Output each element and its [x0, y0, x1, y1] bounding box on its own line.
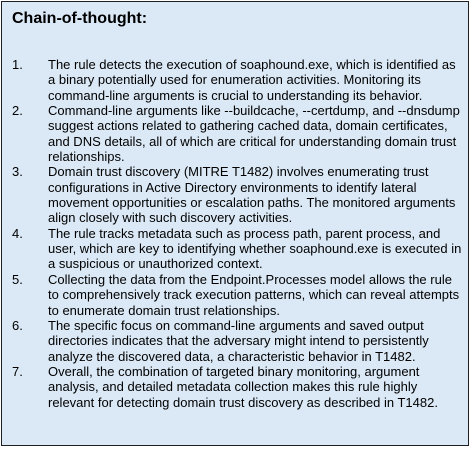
item-number: 4.	[12, 225, 23, 241]
item-number: 3.	[12, 164, 23, 180]
panel-title: Chain-of-thought:	[12, 10, 148, 27]
item-number: 6.	[12, 317, 23, 333]
item-text: The rule detects the execution of soaphound.exe, which is identified as a binary potentially used for enumeration activities. Monitoring its command-line arguments is crucial to understanding its behavior.	[48, 57, 456, 103]
item-number: 1.	[12, 57, 23, 72]
list-item	[12, 57, 462, 103]
item-text: Domain trust discovery (MITRE T1482) involves enumerating trust configurations in Active Directory environments to identify lateral movement opportunities or escalation paths. The monitored arguments align closely with such discovery activities.	[48, 164, 456, 226]
list-item	[12, 272, 462, 318]
item-text: Overall, the combination of targeted binary monitoring, argument analysis, and detailed metadata collection makes this rule highly relevant for detecting domain trust discovery as described in T1482.	[48, 363, 438, 410]
list-item	[12, 164, 462, 225]
item-number: 7.	[12, 363, 23, 379]
item-text: The specific focus on command-line arguments and saved output directories indicates that the adversary might intend to persistently analyze the discovered data, a characteristic behavior in T1482.	[48, 317, 429, 364]
reasoning-list	[12, 57, 462, 410]
chain-of-thought-panel	[1, 1, 469, 446]
list-item	[12, 364, 462, 410]
item-text: Collecting the data from the Endpoint.Processes model allows the rule to comprehensively track execution patterns, which can reveal attempts to enumerate domain trust relationships.	[48, 271, 460, 318]
item-text: The rule tracks metadata such as process path, parent process, and user, which are key to identifying whether soaphound.exe is executed in a suspicious or unauthorized context.	[48, 225, 462, 272]
item-number: 2.	[12, 103, 23, 119]
item-number: 5.	[12, 271, 23, 287]
list-item	[12, 103, 462, 164]
item-text: Command-line arguments like --buildcache, --certdump, and --dnsdump suggest actions related to gathering cached data, domain certificates, and DNS details, all of which are critical for understanding domain trust relationships.	[48, 103, 460, 165]
list-item	[12, 318, 462, 364]
list-item	[12, 226, 462, 272]
